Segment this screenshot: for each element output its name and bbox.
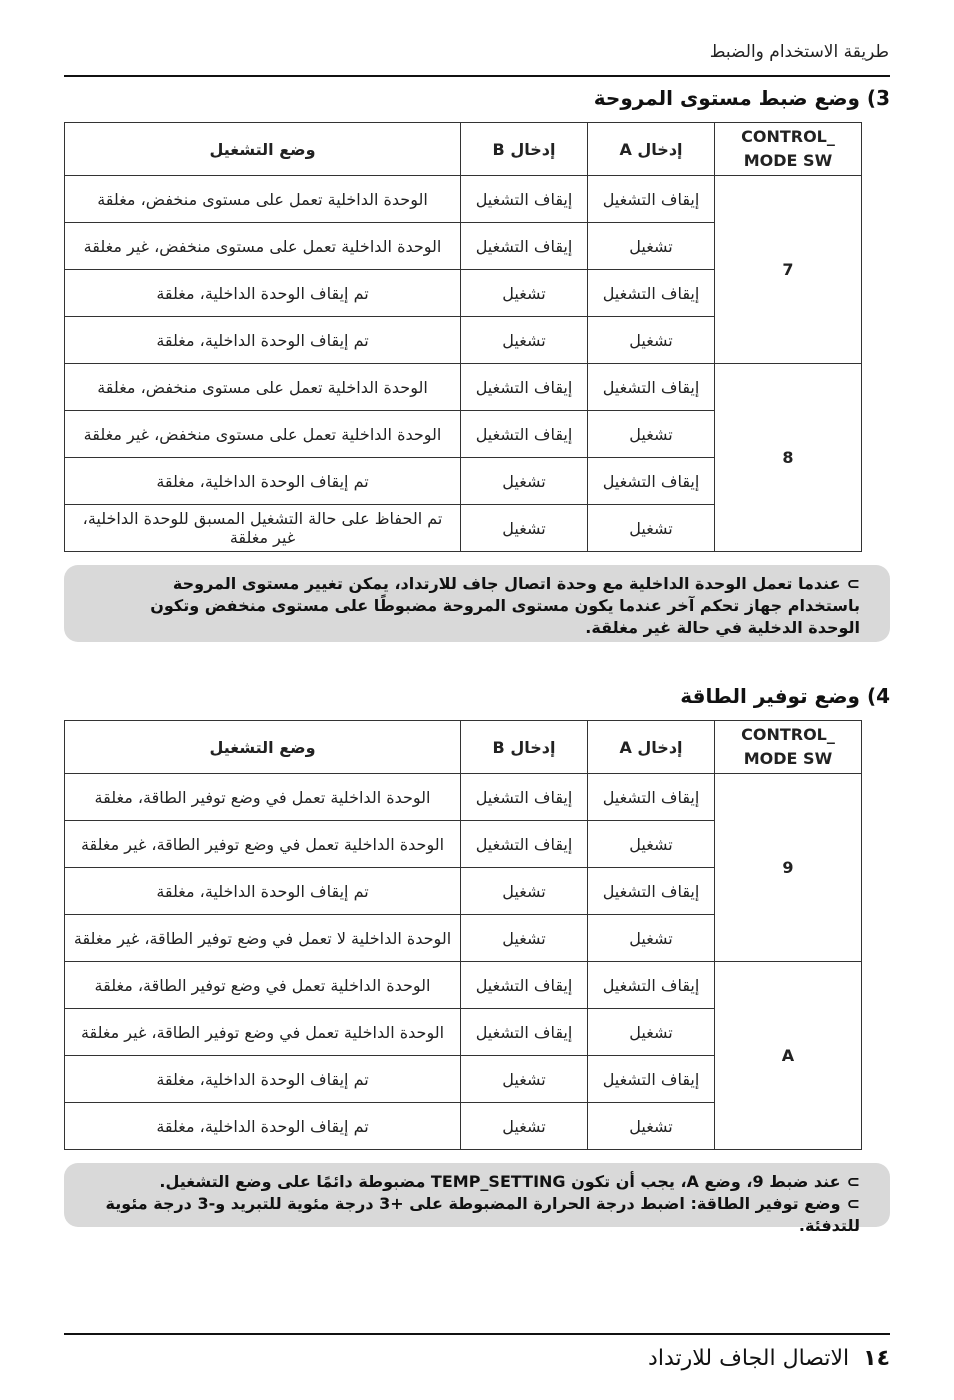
input-b-cell: إيقاف التشغيل bbox=[461, 962, 588, 1009]
operation-cell: الوحدة الداخلية تعمل على مستوى منخفض، مغلقة bbox=[65, 176, 461, 223]
input-b-cell: تشغيل bbox=[461, 317, 588, 364]
table-header-row bbox=[65, 721, 862, 774]
note-line: باستخدام جهاز تحكم آخر عندما يكون مستوى المروحة مضبوطًا على مستوى منخفض وتكون bbox=[150, 596, 860, 615]
operation-cell: تم إيقاف الوحدة الداخلية، مغلقة bbox=[65, 317, 461, 364]
input-b-cell: تشغيل bbox=[461, 1056, 588, 1103]
operation-cell: تم إيقاف الوحدة الداخلية، مغلقة bbox=[65, 1103, 461, 1150]
input-b-cell: إيقاف التشغيل bbox=[461, 223, 588, 270]
footer-rule bbox=[64, 1333, 890, 1335]
table-row bbox=[65, 962, 862, 1009]
operation-cell: الوحدة الداخلية تعمل على مستوى منخفض، غير مغلقة bbox=[65, 411, 461, 458]
input-a-cell: تشغيل bbox=[588, 1103, 715, 1150]
col-input-b: إدخال B bbox=[461, 721, 588, 774]
operation-cell: الوحدة الداخلية تعمل في وضع توفير الطاقة، غير مغلقة bbox=[65, 821, 461, 868]
note-line: ⊃عند ضبط 9، وضع A، يجب أن تكون TEMP_SETTING مضبوطة دائمًا على وضع التشغيل. bbox=[159, 1172, 860, 1191]
input-a-cell: تشغيل bbox=[588, 1009, 715, 1056]
input-a-cell: إيقاف التشغيل bbox=[588, 364, 715, 411]
col-sw-label: CONTROL_ MODE SW bbox=[741, 127, 835, 170]
section-4-note bbox=[64, 1163, 890, 1235]
input-b-cell: تشغيل bbox=[461, 1103, 588, 1150]
input-a-cell: إيقاف التشغيل bbox=[588, 176, 715, 223]
input-a-cell: تشغيل bbox=[588, 505, 715, 552]
input-a-cell: إيقاف التشغيل bbox=[588, 458, 715, 505]
input-b-cell: إيقاف التشغيل bbox=[461, 774, 588, 821]
col-input-b: إدخال B bbox=[461, 123, 588, 176]
table-row bbox=[65, 176, 862, 223]
input-b-cell: إيقاف التشغيل bbox=[461, 821, 588, 868]
input-b-cell: تشغيل bbox=[461, 505, 588, 552]
page-footer bbox=[648, 1346, 890, 1371]
operation-cell: تم إيقاف الوحدة الداخلية، مغلقة bbox=[65, 270, 461, 317]
input-b-cell: إيقاف التشغيل bbox=[461, 364, 588, 411]
input-a-cell: تشغيل bbox=[588, 223, 715, 270]
input-a-cell: تشغيل bbox=[588, 411, 715, 458]
note-line: ⊃وضع توفير الطاقة: اضبط درجة الحرارة المضبوطة على +3 درجة مئوية للتبريد و-3 درجة مئوية للتدفئة. bbox=[105, 1194, 860, 1235]
input-a-cell: إيقاف التشغيل bbox=[588, 1056, 715, 1103]
input-a-cell: إيقاف التشغيل bbox=[588, 868, 715, 915]
note-bullet-icon: ⊃ bbox=[846, 1194, 860, 1213]
input-a-cell: إيقاف التشغيل bbox=[588, 270, 715, 317]
section-3-title: 3) وضع ضبط مستوى المروحة bbox=[593, 86, 890, 110]
table-row bbox=[65, 774, 862, 821]
fan-level-table bbox=[64, 122, 862, 552]
col-control-mode-sw bbox=[715, 721, 862, 774]
energy-saving-table bbox=[64, 720, 862, 1150]
operation-cell: تم إيقاف الوحدة الداخلية، مغلقة bbox=[65, 868, 461, 915]
sw-value: A bbox=[715, 962, 862, 1150]
operation-cell: الوحدة الداخلية تعمل في وضع توفير الطاقة، مغلقة bbox=[65, 962, 461, 1009]
sw-value: 8 bbox=[715, 364, 862, 552]
operation-cell: تم إيقاف الوحدة الداخلية، مغلقة bbox=[65, 1056, 461, 1103]
operation-cell: الوحدة الداخلية تعمل على مستوى منخفض، مغلقة bbox=[65, 364, 461, 411]
input-b-cell: إيقاف التشغيل bbox=[461, 1009, 588, 1056]
operation-cell: تم الحفاظ على حالة التشغيل المسبق للوحدة الداخلية، غير مغلقة bbox=[65, 505, 461, 552]
sw-value: 7 bbox=[715, 176, 862, 364]
header-rule bbox=[64, 75, 890, 77]
input-b-cell: تشغيل bbox=[461, 458, 588, 505]
input-b-cell: تشغيل bbox=[461, 915, 588, 962]
running-header: طريقة الاستخدام والضبط bbox=[709, 42, 889, 62]
input-b-cell: تشغيل bbox=[461, 868, 588, 915]
note-line: ⊃عندما تعمل الوحدة الداخلية مع وحدة اتصال جاف للارتداد، يمكن تغيير مستوى المروحة bbox=[172, 574, 860, 593]
input-a-cell: تشغيل bbox=[588, 317, 715, 364]
input-a-cell: إيقاف التشغيل bbox=[588, 962, 715, 1009]
input-b-cell: إيقاف التشغيل bbox=[461, 411, 588, 458]
col-input-a: إدخال A bbox=[588, 123, 715, 176]
input-a-cell: تشغيل bbox=[588, 821, 715, 868]
operation-cell: الوحدة الداخلية لا تعمل في وضع توفير الطاقة، غير مغلقة bbox=[65, 915, 461, 962]
col-operation-mode: وضع التشغيل bbox=[65, 721, 461, 774]
operation-cell: تم إيقاف الوحدة الداخلية، مغلقة bbox=[65, 458, 461, 505]
col-input-a: إدخال A bbox=[588, 721, 715, 774]
sw-value: 9 bbox=[715, 774, 862, 962]
section-4-title: 4) وضع توفير الطاقة bbox=[680, 684, 890, 708]
note-bullet-icon: ⊃ bbox=[846, 1172, 860, 1191]
note-bullet-icon: ⊃ bbox=[846, 574, 860, 593]
input-b-cell: تشغيل bbox=[461, 270, 588, 317]
input-a-cell: تشغيل bbox=[588, 915, 715, 962]
operation-cell: الوحدة الداخلية تعمل في وضع توفير الطاقة، مغلقة bbox=[65, 774, 461, 821]
table-header-row bbox=[65, 123, 862, 176]
note-line: الوحدة الدخلية في حالة غير مغلقة. bbox=[585, 618, 860, 637]
footer-title: الاتصال الجاف للارتداد bbox=[648, 1346, 850, 1371]
operation-cell: الوحدة الداخلية تعمل في وضع توفير الطاقة، غير مغلقة bbox=[65, 1009, 461, 1056]
col-control-mode-sw bbox=[715, 123, 862, 176]
page-number: ١٤ bbox=[863, 1346, 890, 1371]
col-sw-label: CONTROL_ MODE SW bbox=[741, 725, 835, 768]
input-b-cell: إيقاف التشغيل bbox=[461, 176, 588, 223]
operation-cell: الوحدة الداخلية تعمل على مستوى منخفض، غير مغلقة bbox=[65, 223, 461, 270]
section-3-note bbox=[64, 565, 890, 642]
col-operation-mode: وضع التشغيل bbox=[65, 123, 461, 176]
table-row bbox=[65, 364, 862, 411]
input-a-cell: إيقاف التشغيل bbox=[588, 774, 715, 821]
